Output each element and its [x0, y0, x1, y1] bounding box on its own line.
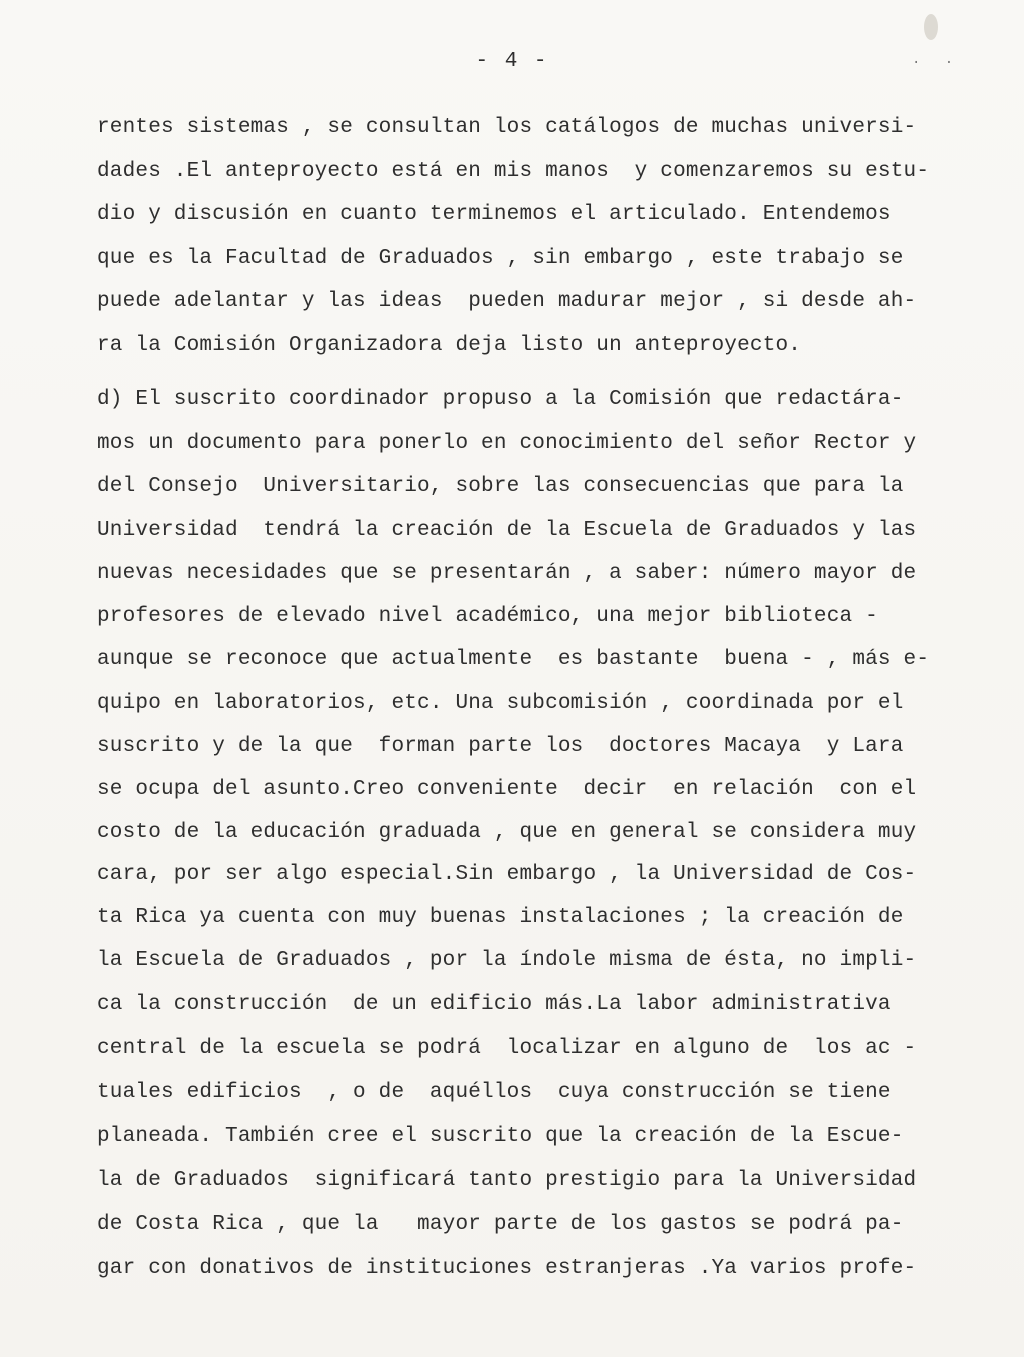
text-line: ra la Comisión Organizadora deja listo un anteproyecto. — [97, 334, 802, 357]
text-line: profesores de elevado nivel académico, una mejor biblioteca - — [97, 605, 878, 628]
text-line: costo de la educación graduada , que en general se considera muy — [97, 821, 917, 844]
text-line: la Escuela de Graduados , por la índole misma de ésta, no impli- — [97, 949, 917, 972]
margin-dots: . . — [912, 52, 962, 68]
text-line: aunque se reconoce que actualmente es bastante buena - , más e- — [97, 648, 930, 671]
text-line: del Consejo Universitario, sobre las consecuencias que para la — [97, 475, 904, 498]
text-line: la de Graduados significará tanto prestigio para la Universidad — [97, 1169, 917, 1192]
text-line: dades .El anteproyecto está en mis manos y comenzaremos su estu- — [97, 160, 930, 183]
text-line: de Costa Rica , que la mayor parte de los gastos se podrá pa- — [97, 1213, 904, 1236]
text-line: ta Rica ya cuenta con muy buenas instalaciones ; la creación de — [97, 906, 904, 929]
text-line: gar con donativos de instituciones estranjeras .Ya varios profe- — [97, 1257, 917, 1280]
text-line: d) El suscrito coordinador propuso a la Comisión que redactára- — [97, 388, 904, 411]
paper-stain — [924, 14, 938, 40]
text-line: planeada. También cree el suscrito que la creación de la Escue- — [97, 1125, 904, 1148]
text-line: Universidad tendrá la creación de la Escuela de Graduados y las — [97, 519, 917, 542]
text-line: cara, por ser algo especial.Sin embargo , la Universidad de Cos- — [97, 863, 917, 886]
text-line: quipo en laboratorios, etc. Una subcomisión , coordinada por el — [97, 692, 904, 715]
text-line: rentes sistemas , se consultan los catálogos de muchas universi- — [97, 116, 917, 139]
text-line: tuales edificios , o de aquéllos cuya construcción se tiene — [97, 1081, 891, 1104]
text-line: dio y discusión en cuanto terminemos el articulado. Entendemos — [97, 203, 891, 226]
text-line: ca la construcción de un edificio más.La labor administrativa — [97, 993, 891, 1016]
text-line: se ocupa del asunto.Creo conveniente decir en relación con el — [97, 778, 917, 801]
text-line: que es la Facultad de Graduados , sin embargo , este trabajo se — [97, 247, 904, 270]
page-number: - 4 - — [475, 50, 549, 73]
text-line: mos un documento para ponerlo en conocimiento del señor Rector y — [97, 432, 917, 455]
text-line: suscrito y de la que forman parte los doctores Macaya y Lara — [97, 735, 904, 758]
text-line: puede adelantar y las ideas pueden madurar mejor , si desde ah- — [97, 290, 917, 313]
text-line: nuevas necesidades que se presentarán , a saber: número mayor de — [97, 562, 917, 585]
text-line: central de la escuela se podrá localizar en alguno de los ac - — [97, 1037, 917, 1060]
